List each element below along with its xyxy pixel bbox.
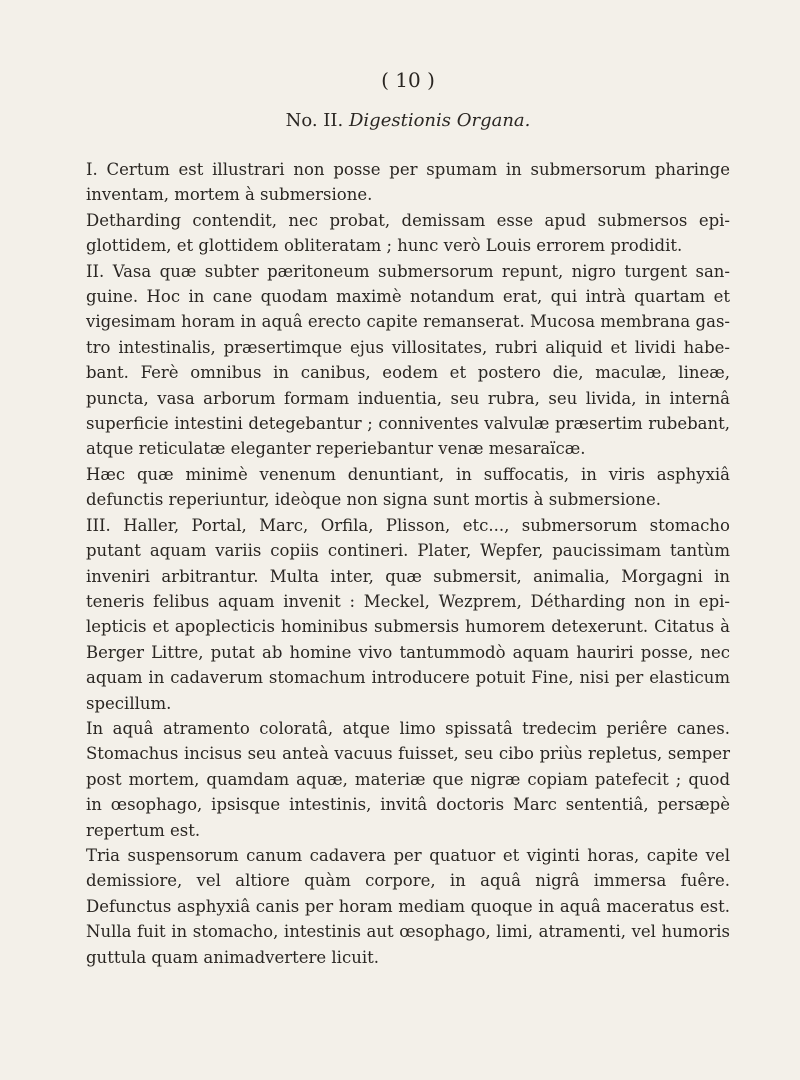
paragraph: Tria suspensorum canum cadavera per quatuor et viginti horas, capite vel demissiore, vel altiore quàm corpore, in aquâ nigrâ immersa fuêre. Defunctus asphyxiâ canis per horam mediam quoque in aquâ maceratus est. Nulla fuit in stomacho, intestinis aut œsophago, limi, atramenti, vel humoris guttula quam animadvertere licuit. [86,845,730,967]
body-text [86,157,730,970]
section-number: No. II. [285,110,344,131]
paragraph: In aquâ atramento coloratâ, atque limo spissatâ tredecim periêre canes. Stomachus incisus seu anteà vacuus fuisset, seu cibo priùs repletus, semper post mortem, quamdam aquæ, materiæ que nigræ copiam patefecit ; quod in œsophago, ipsisque intestinis, invitâ doctoris Marc sententiâ, persæpè repertum est. [86,718,730,840]
section-title: Digestionis Organa. [348,110,531,131]
paragraph: Detharding contendit, nec probat, demissam esse apud submersos epi-glottidem, et glottidem obliteratam ; hunc verò Louis errorem prodidit. [86,210,730,256]
paragraph: III. Haller, Portal, Marc, Orfila, Plisson, etc..., submersorum stomacho putant aquam variis copiis contineri. Plater, Wepfer, paucissimam tantùm inveniri arbitrantur. Multa inter, quæ submersit, animalia, Morgagni in teneris felibus aquam invenit : Meckel, Wezprem, Détharding non in epi-lepticis et apoplecticis hominibus submersis humorem detexerunt. Citatus à Berger Littre, putat ab homine vivo tantummodò aquam hauriri posse, nec aquam in cadaverum stomachum introducere potuit Fine, nisi per elasticum specillum. [86,515,730,713]
paragraph: I. Certum est illustrari non posse per spumam in submersorum pharinge inventam, mortem à submersione. [86,160,730,205]
paragraph: II. Vasa quæ subter pæritoneum submersorum repunt, nigro turgent san-guine. Hoc in cane quodam maximè notandum erat, qui intrà quartam et vigesimam horam in aquâ erecto capite remanserat. Mucosa membrana gas-tro intestinalis, præsertimque ejus villositates, rubri aliquid et lividi habe-bant. Ferè omnibus in canibus, eodem et postero die, maculæ, lineæ, puncta, vasa arborum formam induentia, seu rubra, seu livida, in internâ superficie intestini detegebantur ; conniventes valvulæ præsertim rubebant, atque reticulatæ eleganter reperiebantur venæ mesaraïcæ. [86,261,730,459]
page-number: ( 10 ) [381,68,435,92]
paragraph: Hæc quæ minimè venenum denuntiant, in suffocatis, in viris asphyxiâ defunctis reperiuntur, ideòque non signa sunt mortis à submersione. [86,464,730,510]
section-heading [86,110,730,131]
